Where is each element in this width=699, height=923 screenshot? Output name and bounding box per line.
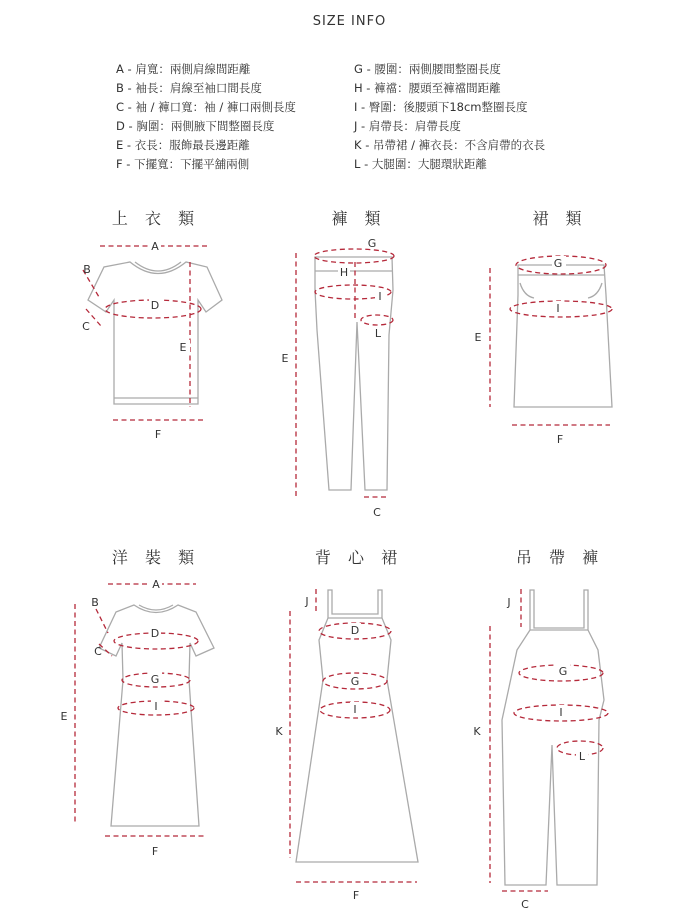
category-overalls: 吊 帶 褲 xyxy=(515,548,605,567)
label-C: C xyxy=(521,898,529,911)
label-E: E xyxy=(474,331,482,344)
legend-item: I - 臀圍：後腰頭下18cm整圈長度 xyxy=(354,100,528,114)
label-F: F xyxy=(556,433,564,446)
legend-item: J - 肩帶長：肩帶長度 xyxy=(354,119,461,133)
category-tops: 上 衣 類 xyxy=(111,209,201,228)
category-pants: 褲 類 xyxy=(331,209,387,228)
label-A: A xyxy=(152,578,160,591)
label-L: L xyxy=(374,327,382,340)
category-pinafore: 背 心 裙 xyxy=(314,548,404,567)
label-D: D xyxy=(150,299,160,312)
label-E: E xyxy=(179,341,187,354)
page-title: SIZE INFO xyxy=(312,14,387,29)
label-B: B xyxy=(83,263,91,276)
legend-item: A - 肩寬：兩側肩線間距離 xyxy=(116,62,251,76)
label-B: B xyxy=(91,596,99,609)
pants-diagram xyxy=(296,249,394,497)
label-H: H xyxy=(339,266,349,279)
label-G: G xyxy=(553,257,563,270)
legend-item: F - 下擺寬：下擺平舖兩側 xyxy=(116,157,250,171)
label-A: A xyxy=(151,240,159,253)
label-I: I xyxy=(559,706,563,719)
label-G: G xyxy=(150,673,160,686)
label-D: D xyxy=(350,624,360,637)
legend-item: E - 衣長：服飾最長邊距離 xyxy=(116,138,250,152)
label-F: F xyxy=(154,428,162,441)
tshirt-diagram xyxy=(83,246,222,420)
label-F: F xyxy=(151,845,159,858)
label-K: K xyxy=(275,725,283,738)
label-G: G xyxy=(558,665,568,678)
label-C: C xyxy=(94,645,102,658)
label-I: I xyxy=(154,700,158,713)
legend-item: H - 褲襠：腰頭至褲襠間距離 xyxy=(354,81,501,95)
label-G: G xyxy=(367,237,377,250)
legend-item: C - 袖 / 褲口寬：袖 / 褲口兩側長度 xyxy=(116,100,296,114)
label-I: I xyxy=(556,302,560,315)
label-C: C xyxy=(82,320,90,333)
legend-item: B - 袖長：肩線至袖口間長度 xyxy=(116,81,262,95)
label-I: I xyxy=(378,290,382,303)
label-G: G xyxy=(350,675,360,688)
label-F: F xyxy=(352,889,360,902)
dress-diagram xyxy=(75,584,214,836)
overalls-diagram xyxy=(490,589,608,891)
label-E: E xyxy=(281,352,289,365)
label-J: J xyxy=(507,596,511,609)
label-C: C xyxy=(373,506,381,519)
label-I: I xyxy=(353,703,357,716)
skirt-diagram xyxy=(490,256,612,425)
legend-item: K - 吊帶裙 / 褲衣長：不含肩帶的衣長 xyxy=(354,138,546,152)
legend-item: L - 大腿圍：大腿環狀距離 xyxy=(354,157,487,171)
legend-item: G - 腰圍：兩側腰間整圈長度 xyxy=(354,62,501,76)
label-E: E xyxy=(60,710,68,723)
legend-item: D - 胸圍：兩側腋下間整圈長度 xyxy=(116,119,275,133)
measure-labels xyxy=(61,237,588,911)
label-K: K xyxy=(473,725,481,738)
category-dresses: 洋 裝 類 xyxy=(111,548,201,567)
label-J: J xyxy=(305,595,309,608)
label-D: D xyxy=(150,627,160,640)
label-L: L xyxy=(578,750,586,763)
category-skirts: 裙 類 xyxy=(532,209,588,228)
